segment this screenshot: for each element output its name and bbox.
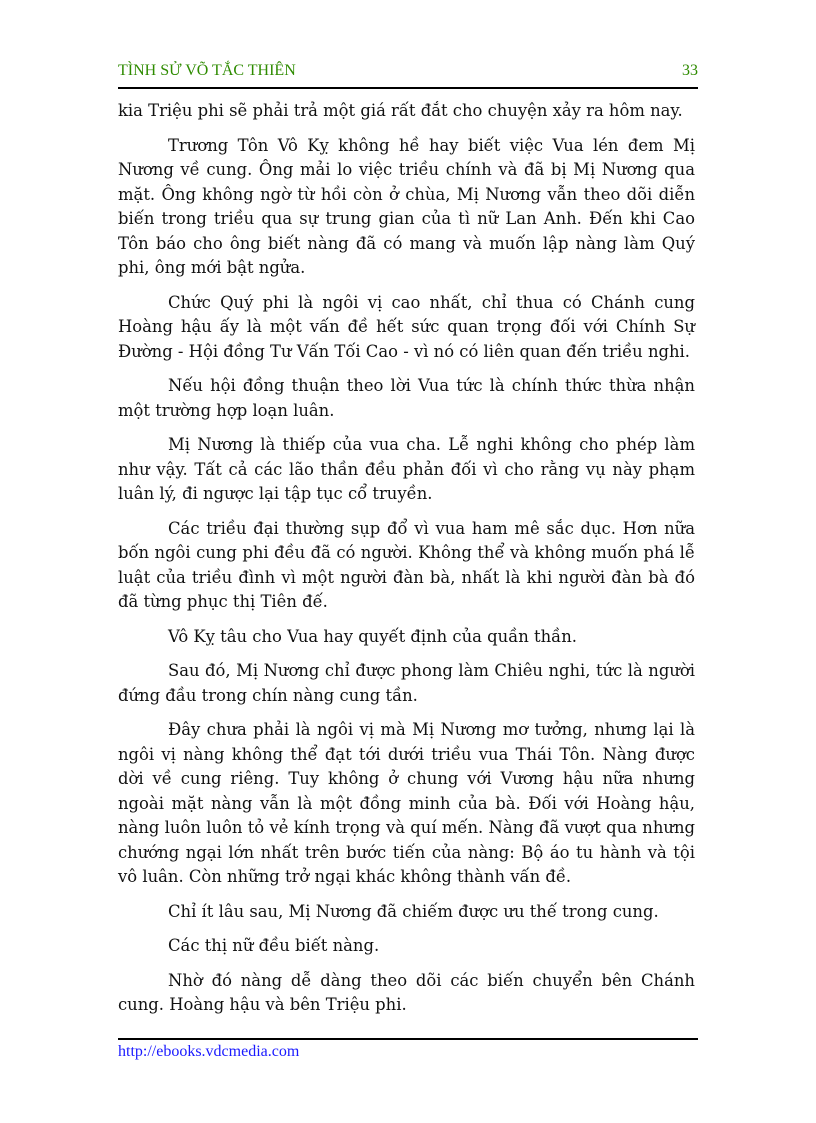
- page-number: 33: [682, 62, 698, 79]
- book-title: TÌNH SỬ VÕ TẮC THIÊN: [118, 62, 296, 79]
- paragraph: Đây chưa phải là ngôi vị mà Mị Nương mơ tưởng, nhưng lại là ngôi vị nàng không thể đạt tới dưới triều vua Thái Tôn. Nàng được dời về cung riêng. Tuy không ở chung với Vương hậu nữa nhưng ngoài mặt nàng vẫn là một đồng minh của bà. Đối với Hoàng hậu, nàng luôn luôn tỏ vẻ kính trọng và quí mến. Nàng đã vượt qua nhưng chướng ngại lớn nhất trên bước tiến của nàng: Bộ áo tu hành và tội vô luân. Còn những trở ngại khác không thành vấn đề.: [118, 720, 695, 886]
- paragraph: Các triều đại thường sụp đổ vì vua ham mê sắc dục. Hơn nữa bốn ngôi cung phi đều đã có người. Không thể và không muốn phá lễ luật của triều đình vì một người đàn bà, nhất là khi người đàn bà đó đã từng phục thị Tiên đế.: [118, 518, 695, 611]
- footer-divider: [118, 1038, 698, 1040]
- paragraph: Chỉ ít lâu sau, Mị Nương đã chiếm được ưu thế trong cung.: [168, 901, 659, 921]
- header-divider: [118, 87, 698, 89]
- paragraph: Vô Kỵ tâu cho Vua hay quyết định của quần thần.: [168, 626, 577, 646]
- paragraph: Chức Quý phi là ngôi vị cao nhất, chỉ thua có Chánh cung Hoàng hậu ấy là một vấn đề hết sức quan trọng đối với Chính Sự Đường - Hội đồng Tư Vấn Tối Cao - vì nó có liên quan đến triều nghi.: [118, 292, 695, 361]
- paragraph: Sau đó, Mị Nương chỉ được phong làm Chiêu nghi, tức là người đứng đầu trong chín nàng cung tần.: [118, 661, 695, 705]
- page-header: [118, 60, 698, 86]
- paragraph: Mị Nương là thiếp của vua cha. Lễ nghi không cho phép làm như vậy. Tất cả các lão thần đều phản đối vì cho rằng vụ này phạm luân lý, đi ngược lại tập tục cổ truyền.: [118, 435, 695, 503]
- paragraph: Trương Tôn Vô Kỵ không hề hay biết việc Vua lén đem Mị Nương về cung. Ông mải lo việc triều chính và đã bị Mị Nương qua mặt. Ông không ngờ từ hồi còn ở chùa, Mị Nương vẫn theo dõi diễn biến trong triều qua sự trung gian của tì nữ Lan Anh. Đến khi Cao Tôn báo cho ông biết nàng đã có mang và muốn lập nàng làm Quý phi, ông mới bật ngửa.: [118, 135, 695, 277]
- body-text: [118, 99, 695, 1028]
- paragraph: kia Triệu phi sẽ phải trả một giá rất đắt cho chuyện xảy ra hôm nay.: [118, 101, 683, 120]
- paragraph: Nếu hội đồng thuận theo lời Vua tức là chính thức thừa nhận một trường hợp loạn luân.: [118, 376, 695, 420]
- footer-link[interactable]: http://ebooks.vdcmedia.com: [118, 1043, 300, 1060]
- paragraph: Các thị nữ đều biết nàng.: [168, 936, 380, 955]
- paragraph: Nhờ đó nàng dễ dàng theo dõi các biến chuyển bên Chánh cung. Hoàng hậu và bên Triệu phi.: [118, 970, 695, 1014]
